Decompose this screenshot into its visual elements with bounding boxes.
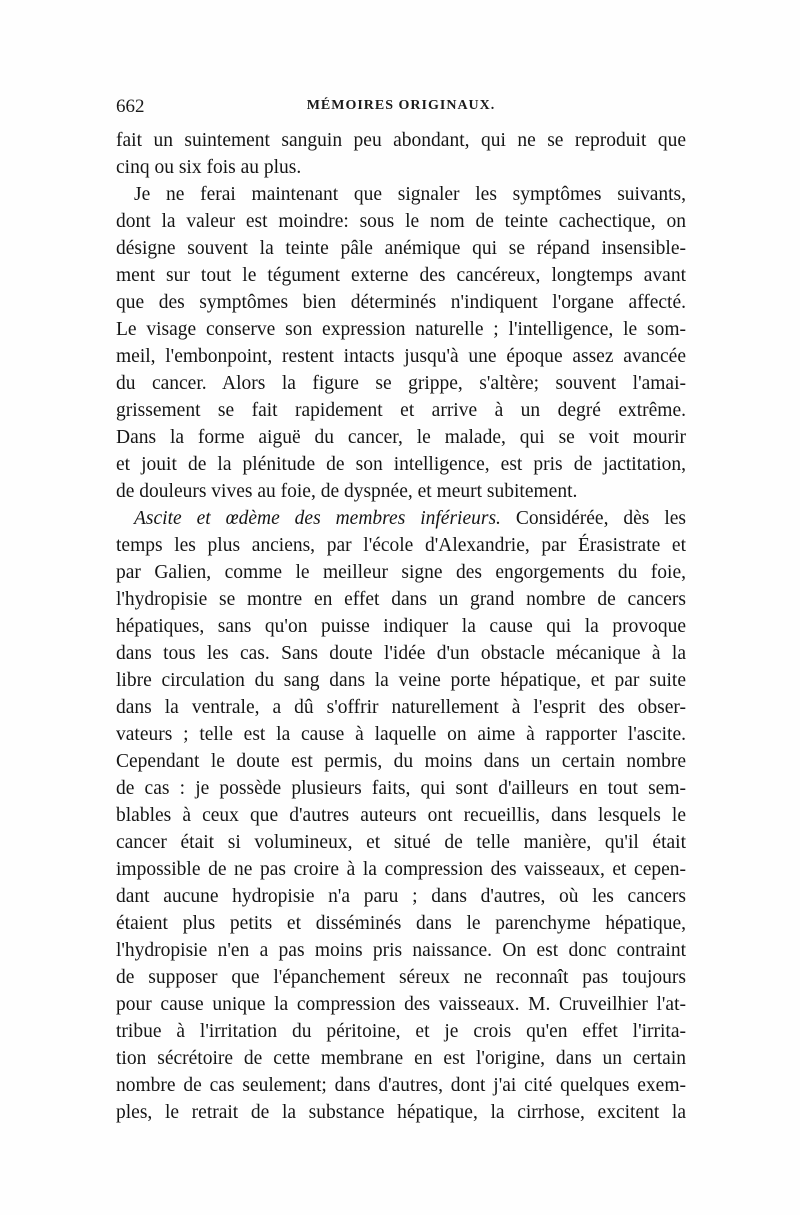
- text-line: Le visage conserve son expression naturelle ; l'intelligence, le som-: [116, 319, 686, 340]
- text-line: Cependant le doute est permis, du moins dans un certain nombre: [116, 751, 686, 772]
- text-line: Dans la forme aiguë du cancer, le malade, qui se voit mourir: [116, 427, 686, 448]
- running-head: MÉMOIRES ORIGINAUX.: [306, 98, 496, 113]
- text-line: nombre de cas seulement; dans d'autres, dont j'ai cité quelques exem-: [116, 1075, 686, 1096]
- text-line: ples, le retrait de la substance hépatique, la cirrhose, excitent la: [116, 1102, 686, 1123]
- text-line: désigne souvent la teinte pâle anémique qui se répand insensible-: [116, 238, 686, 259]
- text-line: dans tous les cas. Sans doute l'idée d'un obstacle mécanique à la: [116, 643, 686, 664]
- text-line: temps les plus anciens, par l'école d'Alexandrie, par Érasistrate et: [116, 535, 686, 556]
- text-line: ment sur tout le tégument externe des cancéreux, longtemps avant: [116, 265, 686, 286]
- text-line: hépatiques, sans qu'on puisse indiquer la cause qui la provoque: [116, 616, 686, 637]
- section-heading-line: [116, 505, 686, 532]
- text-line: impossible de ne pas croire à la compression des vaisseaux, et cepen-: [116, 859, 686, 880]
- text-line: pour cause unique la compression des vaisseaux. M. Cruveilhier l'at-: [116, 994, 686, 1015]
- text-line: dans la ventrale, a dû s'offrir naturellement à l'esprit des obser-: [116, 697, 686, 718]
- text-line: de cas : je possède plusieurs faits, qui sont d'ailleurs en tout sem-: [116, 778, 686, 799]
- text-line: du cancer. Alors la figure se grippe, s'altère; souvent l'amai-: [116, 373, 686, 394]
- text-line: tribue à l'irritation du péritoine, et je crois qu'en effet l'irrita-: [116, 1021, 686, 1042]
- text-line: fait un suintement sanguin peu abondant, qui ne se reproduit que: [116, 130, 686, 151]
- text-line: grissement se fait rapidement et arrive à un degré extrême.: [116, 400, 686, 421]
- text-line: vateurs ; telle est la cause à laquelle on aime à rapporter l'ascite.: [116, 724, 686, 745]
- text-line: dont la valeur est moindre: sous le nom de teinte cachectique, on: [116, 211, 686, 232]
- text-line: l'hydropisie se montre en effet dans un grand nombre de cancers: [116, 589, 686, 610]
- text-line: de douleurs vives au foie, de dyspnée, et meurt subitement.: [116, 481, 578, 502]
- page-header: [116, 96, 686, 122]
- text-line: tion sécrétoire de cette membrane en est l'origine, dans un certain: [116, 1048, 686, 1069]
- text-line: l'hydropisie n'en a pas moins pris naissance. On est donc contraint: [116, 940, 686, 961]
- text-line: meil, l'embonpoint, restent intacts jusqu'à une époque assez avancée: [116, 346, 686, 367]
- text-line: dant aucune hydropisie n'a paru ; dans d'autres, où les cancers: [116, 886, 686, 907]
- text-line: de supposer que l'épanchement séreux ne reconnaît pas toujours: [116, 967, 686, 988]
- text-line: et jouit de la plénitude de son intelligence, est pris de jactitation,: [116, 454, 686, 475]
- section-heading-continuation: Considérée, dès les: [500, 508, 686, 529]
- text-line: blables à ceux que d'autres auteurs ont recueillis, dans lesquels le: [116, 805, 686, 826]
- text-line: étaient plus petits et disséminés dans le parenchyme hépatique,: [116, 913, 686, 934]
- text-line: cinq ou six fois au plus.: [116, 157, 302, 178]
- section-heading: Ascite et œdème des membres inférieurs.: [134, 508, 501, 529]
- body-text: [116, 127, 686, 1126]
- text-line: que des symptômes bien déterminés n'indiquent l'organe affecté.: [116, 292, 686, 313]
- page-number: 662: [116, 96, 145, 117]
- text-line: Je ne ferai maintenant que signaler les symptômes suivants,: [134, 184, 686, 205]
- text-line: cancer était si volumineux, et situé de telle manière, qu'il était: [116, 832, 686, 853]
- text-line: libre circulation du sang dans la veine porte hépatique, et par suite: [116, 670, 686, 691]
- text-line: par Galien, comme le meilleur signe des engorgements du foie,: [116, 562, 686, 583]
